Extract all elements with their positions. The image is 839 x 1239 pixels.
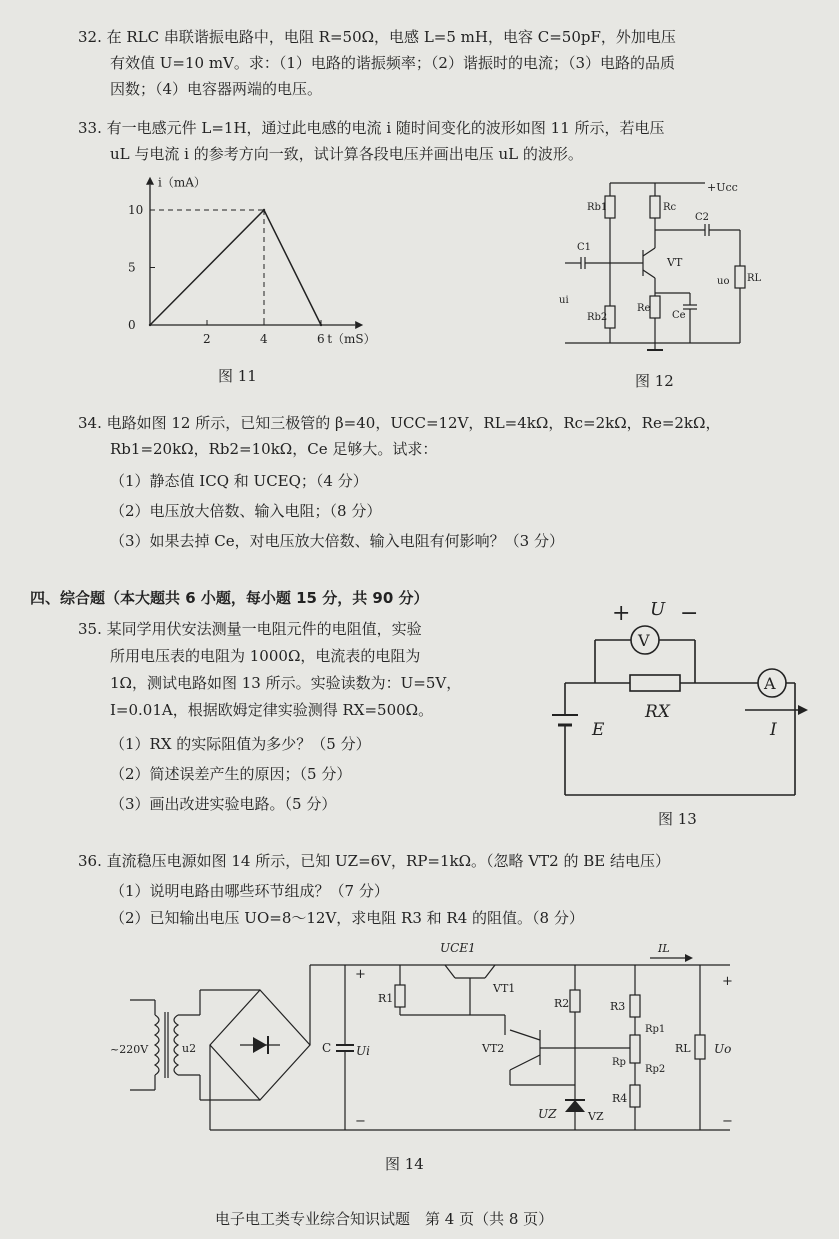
y-axis-arrow (146, 177, 154, 185)
rl-resistor (695, 1035, 705, 1059)
fig14-uo-label: Uo (714, 1042, 732, 1056)
figure-12-circuit (555, 178, 825, 358)
fig13-i-label: I (770, 720, 777, 740)
fig12-rb2-label: Rb2 (587, 312, 608, 323)
y-tick-label: 10 (128, 203, 144, 217)
q33-line2: uL 与电流 i 的参考方向一致，试计算各段电压并画出电压 uL 的波形。 (110, 145, 583, 163)
fig14-plus-left: + (355, 967, 366, 982)
x-axis-label: t（mS） (327, 332, 376, 346)
fig14-r3-label: R3 (610, 1000, 626, 1013)
q36-item2: （2）已知输出电压 UO=8～12V，求电阻 R3 和 R4 的阻值。（8 分） (110, 909, 584, 927)
r2-resistor (570, 990, 580, 1012)
page-footer: 电子电工类专业综合知识试题 第 4 页（共 8 页） (215, 1210, 554, 1228)
data-point (263, 209, 265, 211)
figure-11-caption: 图 11 (218, 367, 257, 385)
fig12-c1-label: C1 (577, 242, 592, 253)
figure-14-circuit (110, 940, 780, 1145)
fig12-vt-label: VT (667, 256, 683, 269)
fig12-ui-label: ui (559, 295, 569, 306)
fig14-rp1-label: Rp1 (645, 1024, 666, 1035)
y-tick-label: 5 (128, 260, 136, 275)
fig12-vcc-label: +Ucc (707, 181, 738, 194)
q34-line1: 34. 电路如图 12 所示，已知三极管的 β=40，UCC=12V，RL=4kΩ，Rc=2kΩ，Re=2kΩ， (78, 414, 721, 432)
fig12-re-label: Re (637, 303, 651, 314)
q35-item1: （1）RX 的实际阻值为多少？（5 分） (110, 735, 371, 753)
figure-13-circuit (540, 595, 825, 805)
figure-14-caption: 图 14 (385, 1155, 424, 1173)
q35-line4: I=0.01A，根据欧姆定律实验测得 RX=500Ω。 (110, 701, 434, 719)
fig14-vt2-label: VT2 (482, 1042, 505, 1055)
x-axis-arrow (355, 321, 363, 329)
fig14-rp-label: Rp (612, 1057, 626, 1068)
r3-resistor (630, 995, 640, 1017)
section-4-heading: 四、综合题（本大题共 6 小题，每小题 15 分，共 90 分） (30, 589, 429, 607)
fig14-u2-label: u2 (182, 1042, 197, 1055)
data-point (320, 324, 322, 326)
fig14-ui-label: Ui (356, 1044, 370, 1058)
r4-resistor (630, 1085, 640, 1107)
fig14-plus-right: + (722, 974, 733, 989)
q34-line2: Rb1=20kΩ，Rb2=10kΩ，Ce 足够大。试求： (110, 440, 438, 458)
fig14-uz-label: UZ (538, 1107, 557, 1121)
fig12-rl-label: RL (747, 273, 762, 284)
fig14-r4-label: R4 (612, 1092, 628, 1105)
fig12-uo-label: uo (717, 276, 730, 287)
q34-item2: （2）电压放大倍数、输入电阻；（8 分） (110, 502, 382, 520)
x-tick-label: 6 (317, 332, 325, 346)
fig13-v-label: V (638, 631, 650, 650)
y-tick-label: 0 (128, 318, 136, 332)
fig12-c2-label: C2 (695, 212, 710, 223)
q35-line1: 35. 某同学用伏安法测量一电阻元件的电阻值，实验 (78, 620, 422, 638)
current-waveform-line (150, 210, 321, 325)
q35-item3: （3）画出改进实验电路。（5 分） (110, 795, 337, 813)
r1-resistor (395, 985, 405, 1007)
rc-resistor (650, 196, 660, 218)
figure-12-caption: 图 12 (635, 372, 674, 390)
fig13-rx-label: RX (645, 702, 670, 722)
rx-resistor (630, 675, 680, 691)
q34-item3: （3）如果去掉 Ce，对电压放大倍数、输入电阻有何影响？（3 分） (110, 532, 564, 550)
q36-line1: 36. 直流稳压电源如图 14 所示，已知 UZ=6V，RP=1kΩ。（忽略 VT2 的 BE 结电压） (78, 852, 670, 870)
q32-line3: 因数；（4）电容器两端的电压。 (110, 80, 323, 98)
data-point (149, 324, 151, 326)
fig14-vt1-label: VT1 (493, 982, 516, 995)
fig14-vz-label: VZ (588, 1110, 604, 1123)
figure-11-chart (110, 175, 390, 360)
fig13-u-label: U (650, 599, 666, 620)
x-tick-label: 2 (203, 332, 211, 346)
fig14-minus-right: − (722, 1114, 733, 1129)
q33-line1: 33. 有一电感元件 L=1H，通过此电感的电流 i 随时间变化的波形如图 11 所示，若电压 (78, 119, 665, 137)
q35-line3: 1Ω，测试电路如图 13 所示。实验读数为：U=5V， (110, 674, 462, 692)
y-axis-label: i（mA） (158, 175, 206, 190)
fig13-minus-label: − (680, 601, 699, 626)
fig12-ce-label: Ce (672, 310, 686, 321)
q32-line2: 有效值 U=10 mV。求：（1）电路的谐振频率；（2）谐振时的电流；（3）电路的品质 (110, 54, 676, 72)
fig14-uce1-label: UCE1 (440, 941, 476, 955)
fig14-il-label: IL (658, 942, 670, 955)
figure-13-caption: 图 13 (658, 810, 697, 828)
fig14-ac-label: ~220V (110, 1043, 149, 1056)
fig14-c-label: C (322, 1041, 332, 1055)
fig14-minus-left: − (355, 1114, 366, 1129)
rp-potentiometer (630, 1035, 640, 1063)
fig12-rc-label: Rc (663, 202, 677, 213)
fig12-rb1-label: Rb1 (587, 202, 608, 213)
q35-line2: 所用电压表的电阻为 1000Ω，电流表的电阻为 (110, 647, 421, 665)
fig13-a-label: A (764, 674, 776, 693)
q34-item1: （1）静态值 ICQ 和 UCEQ；（4 分） (110, 472, 368, 490)
fig13-e-label: E (592, 720, 605, 740)
fig14-rp2-label: Rp2 (645, 1064, 666, 1075)
fig13-plus-label: + (612, 601, 631, 626)
fig14-r1-label: R1 (378, 992, 394, 1005)
re-resistor (650, 296, 660, 318)
q32-line1: 32. 在 RLC 串联谐振电路中，电阻 R=50Ω，电感 L=5 mH，电容 C=50pF，外加电压 (78, 28, 676, 46)
rl-resistor (735, 266, 745, 288)
x-tick-label: 4 (260, 332, 268, 346)
q35-item2: （2）简述误差产生的原因；（5 分） (110, 765, 352, 783)
fig14-rl-label: RL (675, 1042, 691, 1055)
fig14-r2-label: R2 (554, 997, 570, 1010)
q36-item1: （1）说明电路由哪些环节组成？（7 分） (110, 882, 389, 900)
